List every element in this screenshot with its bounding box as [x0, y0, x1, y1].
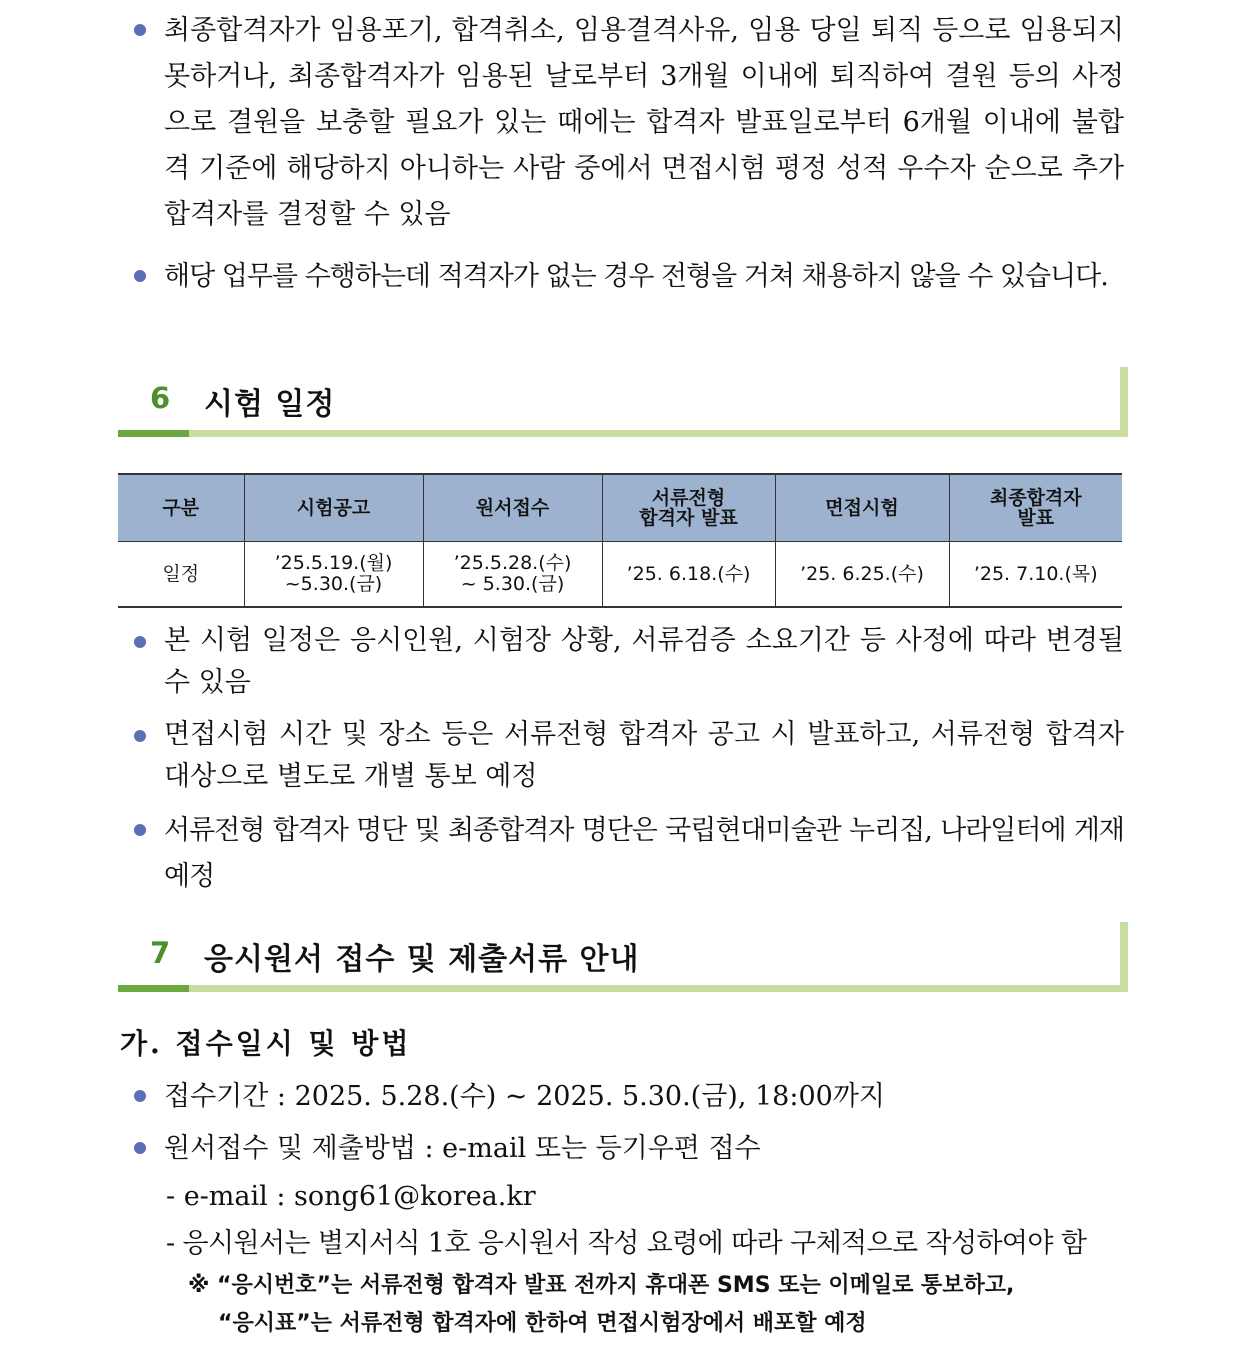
bullet-additional-pass: [134, 8, 1124, 238]
section-title: 응시원서 접수 및 제출서류 안내: [204, 942, 640, 977]
bullet-dot-icon: [134, 636, 146, 648]
bullet-dot-icon: [134, 824, 146, 836]
note-line-1: ※ “응시번호”는 서류전형 합격자 발표 전까지 휴대폰 SMS 또는 이메일로 통보하고,: [188, 1273, 1015, 1298]
bullet-text: 최종합격자가 임용포기, 합격취소, 임용결격사유, 임용 당일 퇴직 등으로 임용되지 못하거나, 최종합격자가 임용된 날로부터 3개월 이내에 퇴직하여 결원 등의 사정으로 결원을 보충할 필요가 있는 때에는 합격자 발표일로부터 6개월 이내에 불합격 기준에 해당하지 아니하는 사람 중에서 면접시험 평정 성적 우수자 순으로 추가 합격자를 결정할 수 있음: [164, 15, 1124, 230]
header-underline: [118, 985, 1128, 992]
bullet-dot-icon: [134, 1090, 146, 1102]
cell-schedule-label: 일정: [118, 542, 244, 608]
bullet-interview-notice: [134, 714, 1124, 798]
form-instruction-line: - 응시원서는 별지서식 1호 응시원서 작성 요령에 따라 구체적으로 작성하여야 함: [166, 1228, 1087, 1259]
bullet-dot-icon: [134, 24, 146, 36]
bullet-text: 해당 업무를 수행하는데 적격자가 없는 경우 전형을 거쳐 채용하지 않을 수 있습니다.: [164, 261, 1108, 292]
section-title: 시험 일정: [204, 387, 336, 422]
bullet-text: 접수기간 : 2025. 5.28.(수) ~ 2025. 5.30.(금), 18:00까지: [164, 1081, 885, 1112]
header-cell-document-result: 서류전형 합격자 발표: [602, 474, 775, 542]
bullet-text: 면접시험 시간 및 장소 등은 서류전형 합격자 공고 시 발표하고, 서류전형 합격자 대상으로 별도로 개별 통보 예정: [164, 719, 1124, 792]
header-cell-interview: 면접시험: [775, 474, 949, 542]
subsection-title: 가. 접수일시 및 방법: [120, 1027, 412, 1060]
cell-interview-date: ’25. 6.25.(수): [775, 542, 949, 608]
cell-final-result-date: ’25. 7.10.(목): [949, 542, 1122, 608]
bullet-dot-icon: [134, 730, 146, 742]
bullet-dot-icon: [134, 1142, 146, 1154]
schedule-table: [118, 473, 1122, 608]
bullet-text: 본 시험 일정은 응시인원, 시험장 상황, 서류검증 소요기간 등 사정에 따라 변경될 수 있음: [164, 625, 1124, 698]
bullet-text: 원서접수 및 제출방법 : e-mail 또는 등기우편 접수: [164, 1133, 761, 1164]
header-side-bar: [1120, 922, 1128, 992]
section-number: 7: [150, 936, 171, 970]
bullet-schedule-change: [134, 620, 1124, 704]
bullet-result-posting: [134, 808, 1124, 900]
section-7-header: [118, 922, 1128, 992]
header-cell-application: 원서접수: [423, 474, 602, 542]
table-header-row: [118, 474, 1122, 542]
bullet-text: 서류전형 합격자 명단 및 최종합격자 명단은 국립현대미술관 누리집, 나라일터에 게재 예정: [164, 815, 1124, 892]
bullet-receipt-period: [134, 1074, 1124, 1120]
bullet-dot-icon: [134, 270, 146, 282]
note-line-2: “응시표”는 서류전형 합격자에 한하여 면접시험장에서 배포할 예정: [218, 1311, 867, 1336]
section-6-header: [118, 367, 1128, 437]
header-underline-accent: [118, 430, 189, 437]
email-line: - e-mail : song61@korea.kr: [166, 1181, 536, 1212]
cell-announcement-date: ’25.5.19.(월) ~5.30.(금): [244, 542, 423, 608]
bullet-no-hire: [134, 254, 1124, 300]
table-row: [118, 542, 1122, 608]
header-underline-accent: [118, 985, 189, 992]
cell-document-result-date: ’25. 6.18.(수): [602, 542, 775, 608]
header-cell-final-result: 최종합격자 발표: [949, 474, 1122, 542]
header-underline: [118, 430, 1128, 437]
section-number: 6: [150, 381, 171, 415]
header-side-bar: [1120, 367, 1128, 437]
header-cell-announcement: 시험공고: [244, 474, 423, 542]
header-cell-category: 구분: [118, 474, 244, 542]
bullet-receipt-method: [134, 1126, 1124, 1172]
cell-application-date: ’25.5.28.(수) ~ 5.30.(금): [423, 542, 602, 608]
